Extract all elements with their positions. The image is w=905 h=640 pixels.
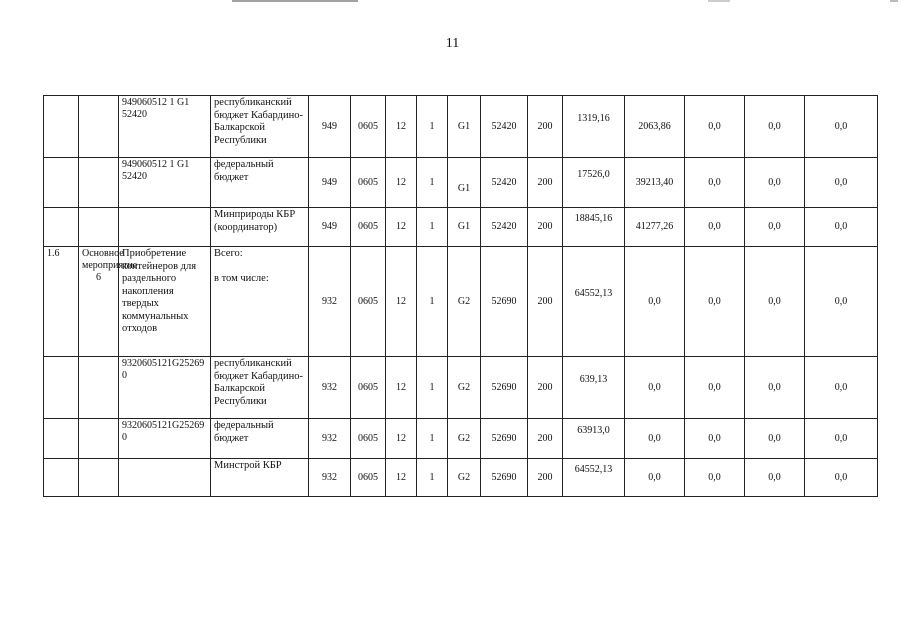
cell-type [79,96,119,158]
table-row [44,208,878,247]
cell-c4: 52690 [481,459,528,497]
cell-vr: 200 [528,357,563,419]
cell-c3: G1 [448,96,481,158]
cell-source [211,247,309,357]
cell-v4: 0,0 [745,357,805,419]
cell-code: 949060512 1 G1 52420 [119,158,211,208]
scan-artifact-right [708,0,730,2]
cell-num [44,208,79,247]
cell-c4: 52420 [481,208,528,247]
cell-v2: 0,0 [625,357,685,419]
cell-v1-value: 1319,16 [577,112,610,124]
cell-source: федеральный бюджет [211,158,309,208]
cell-grbs: 932 [309,247,351,357]
table-row [44,96,878,158]
cell-c4: 52420 [481,96,528,158]
cell-v2: 39213,40 [625,158,685,208]
cell-grbs: 949 [309,96,351,158]
cell-num: 1.6 [44,247,79,357]
cell-code: 9320605121G252690 [119,419,211,459]
cell-v5: 0,0 [805,419,878,459]
cell-rzpr: 0605 [351,459,386,497]
cell-type [79,419,119,459]
cell-vr: 200 [528,96,563,158]
cell-source-note: в том числе: [214,272,269,284]
cell-source: республиканский бюджет Кабардино-Балкарской Республики [211,96,309,158]
table-row [44,247,878,357]
table-row [44,419,878,459]
cell-vr: 200 [528,247,563,357]
cell-code: 9320605121G252690 [119,357,211,419]
cell-v1 [563,208,625,247]
cell-v3: 0,0 [685,96,745,158]
table-row [44,158,878,208]
cell-code [119,459,211,497]
cell-c4: 52690 [481,419,528,459]
cell-rzpr: 0605 [351,357,386,419]
cell-v5: 0,0 [805,357,878,419]
cell-v2: 0,0 [625,247,685,357]
cell-v2: 2063,86 [625,96,685,158]
cell-v1-value: 63913,0 [577,424,610,436]
cell-v5: 0,0 [805,208,878,247]
cell-v2: 0,0 [625,459,685,497]
budget-table [43,95,878,497]
cell-c3-value: G1 [457,182,471,194]
cell-c1: 12 [386,459,417,497]
cell-grbs: 932 [309,357,351,419]
scan-artifact-left [232,0,358,2]
cell-c1: 12 [386,419,417,459]
cell-v5: 0,0 [805,96,878,158]
cell-c4: 52690 [481,247,528,357]
cell-v1-value: 64552,13 [574,287,613,299]
cell-v1-value: 17526,0 [577,168,610,180]
cell-rzpr: 0605 [351,208,386,247]
cell-type [79,158,119,208]
cell-v3: 0,0 [685,357,745,419]
cell-c4: 52420 [481,158,528,208]
cell-source: федеральный бюджет [211,419,309,459]
cell-vr: 200 [528,419,563,459]
cell-type [79,357,119,419]
cell-c2: 1 [417,247,448,357]
cell-v3: 0,0 [685,459,745,497]
cell-vr: 200 [528,208,563,247]
cell-rzpr: 0605 [351,96,386,158]
cell-v1 [563,158,625,208]
cell-v4: 0,0 [745,247,805,357]
cell-v3: 0,0 [685,419,745,459]
cell-v1 [563,419,625,459]
cell-type: Основное мероприятие 6 [79,247,119,357]
cell-c4: 52690 [481,357,528,419]
cell-c2: 1 [417,419,448,459]
cell-rzpr: 0605 [351,419,386,459]
cell-v5: 0,0 [805,158,878,208]
cell-v5: 0,0 [805,459,878,497]
cell-v1 [563,247,625,357]
cell-v1 [563,357,625,419]
cell-grbs: 932 [309,459,351,497]
cell-num [44,419,79,459]
cell-c2: 1 [417,357,448,419]
cell-v3: 0,0 [685,247,745,357]
cell-num [44,459,79,497]
cell-c3: G2 [448,459,481,497]
cell-c3 [448,158,481,208]
cell-c1: 12 [386,158,417,208]
cell-source: Минприроды КБР (координатор) [211,208,309,247]
cell-vr: 200 [528,158,563,208]
cell-grbs: 949 [309,208,351,247]
cell-c1: 12 [386,208,417,247]
cell-v4: 0,0 [745,158,805,208]
cell-c1: 12 [386,247,417,357]
table-row [44,459,878,497]
cell-v1-value: 64552,13 [574,463,613,475]
cell-v4: 0,0 [745,459,805,497]
cell-c1: 12 [386,357,417,419]
cell-source: Минстрой КБР [211,459,309,497]
cell-source: республиканский бюджет Кабардино-Балкарской Республики [211,357,309,419]
cell-rzpr: 0605 [351,247,386,357]
cell-code: 949060512 1 G1 52420 [119,96,211,158]
cell-grbs: 949 [309,158,351,208]
cell-v3: 0,0 [685,158,745,208]
cell-c2: 1 [417,459,448,497]
cell-v1 [563,96,625,158]
cell-c3: G2 [448,357,481,419]
cell-v3: 0,0 [685,208,745,247]
cell-num [44,158,79,208]
cell-c2: 1 [417,96,448,158]
cell-v1-value: 18845,16 [574,213,613,224]
cell-c2: 1 [417,158,448,208]
cell-c3: G2 [448,419,481,459]
cell-num [44,96,79,158]
cell-v1 [563,459,625,497]
cell-c2: 1 [417,208,448,247]
cell-v2: 41277,26 [625,208,685,247]
cell-grbs: 932 [309,419,351,459]
cell-v2: 0,0 [625,419,685,459]
cell-code [119,208,211,247]
cell-v5: 0,0 [805,247,878,357]
cell-name: Приобретение контейнеров для раздельного накопления твердых коммунальных отходов [119,247,211,357]
scan-artifact-corner [890,0,898,2]
cell-c3: G2 [448,247,481,357]
table-row [44,357,878,419]
cell-v1-value: 639,13 [579,373,608,385]
cell-v4: 0,0 [745,419,805,459]
cell-c3: G1 [448,208,481,247]
cell-type [79,459,119,497]
cell-v4: 0,0 [745,96,805,158]
page-number: 11 [445,36,460,51]
cell-v4: 0,0 [745,208,805,247]
cell-num [44,357,79,419]
cell-c1: 12 [386,96,417,158]
cell-type [79,208,119,247]
cell-rzpr: 0605 [351,158,386,208]
cell-vr: 200 [528,459,563,497]
cell-source-total: Всего: [214,248,243,259]
